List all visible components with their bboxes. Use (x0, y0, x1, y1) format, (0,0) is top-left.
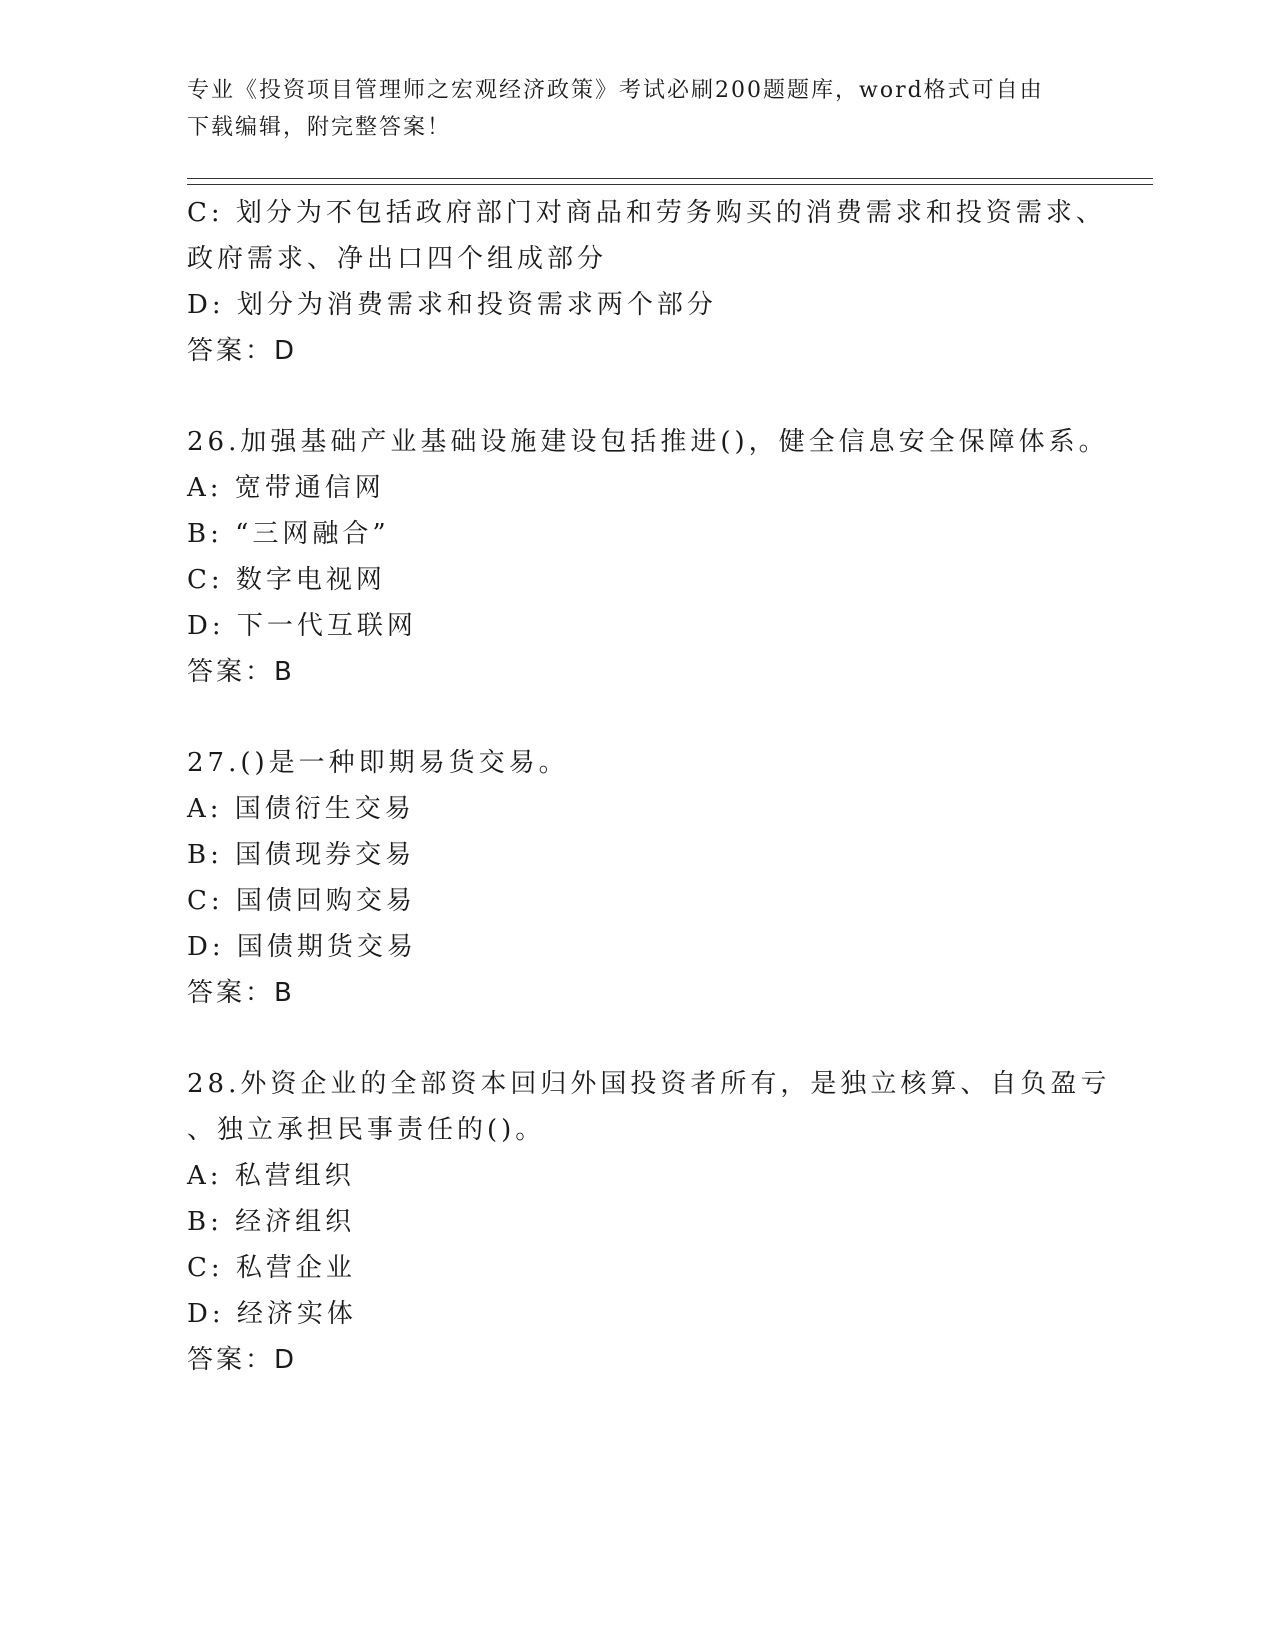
option-c-line-2: 政府需求、净出口四个组成部分 (187, 244, 608, 274)
spacer (187, 1016, 1087, 1061)
spacer (187, 374, 1087, 419)
option-c: C: 国债回购交易 (187, 886, 416, 916)
option-c-line-1: C: 划分为不包括政府部门对商品和劳务购买的消费需求和投资需求、 (187, 198, 1106, 228)
answer: 答案：B (187, 657, 295, 687)
option-c: C: 私营企业 (187, 1253, 356, 1283)
option-a: A: 国债衍生交易 (187, 794, 415, 824)
document-header (187, 72, 1087, 146)
answer: 答案：D (187, 336, 298, 366)
header-line-2: 下载编辑，附完整答案！ (187, 115, 452, 140)
option-d: D: 国债期货交易 (187, 932, 417, 962)
question-stem: 27.()是一种即期易货交易。 (187, 748, 569, 778)
question-stem-line-1: 28.外资企业的全部资本回归外国投资者所有，是独立核算、自负盈亏 (187, 1069, 1111, 1099)
question-28 (187, 1061, 1111, 1383)
option-b: B: 经济组织 (187, 1207, 356, 1237)
option-b: B: “三网融合” (187, 519, 390, 549)
header-divider-bottom (187, 184, 1153, 185)
header-divider-top (187, 178, 1153, 179)
header-line-1: 专业《投资项目管理师之宏观经济政策》考试必刷200题题库，word格式可自由 (187, 78, 1044, 103)
option-a: A: 私营组织 (187, 1161, 355, 1191)
option-d: D: 划分为消费需求和投资需求两个部分 (187, 290, 717, 320)
question-25-continuation (187, 190, 1106, 374)
question-27 (187, 740, 1087, 1016)
question-content (187, 190, 1111, 1383)
question-stem: 26.加强基础产业基础设施建设包括推进()，健全信息安全保障体系。 (187, 427, 1109, 457)
question-stem-line-2: 、独立承担民事责任的()。 (187, 1115, 546, 1145)
question-26 (187, 419, 1109, 695)
option-b: B: 国债现券交易 (187, 840, 416, 870)
spacer (187, 695, 1087, 740)
option-c: C: 数字电视网 (187, 565, 386, 595)
option-d: D: 经济实体 (187, 1299, 357, 1329)
option-a: A: 宽带通信网 (187, 473, 385, 503)
option-d: D: 下一代互联网 (187, 611, 417, 641)
answer: 答案：B (187, 978, 295, 1008)
answer: 答案：D (187, 1345, 298, 1375)
